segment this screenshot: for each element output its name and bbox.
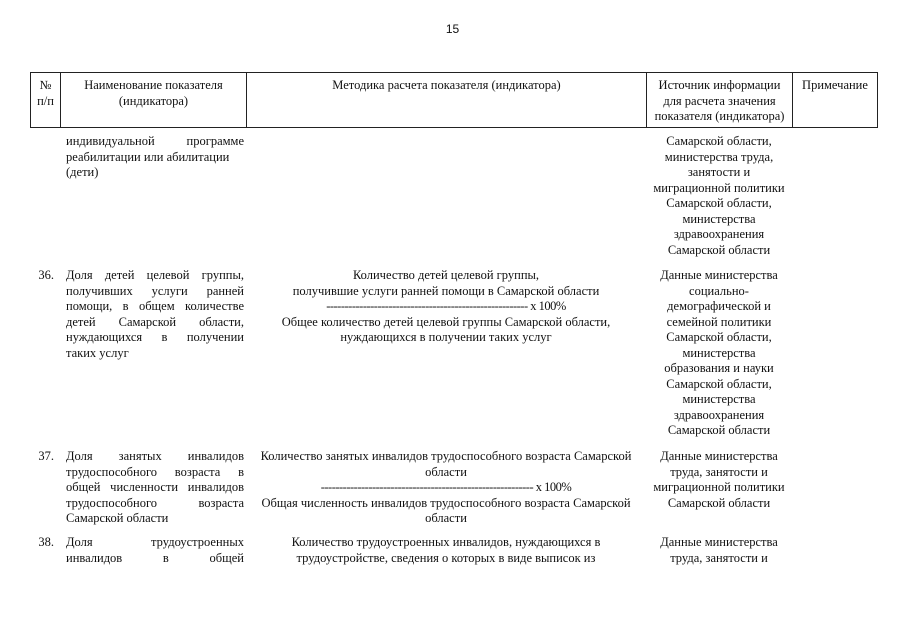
cont-src-line: Самарской области: [667, 242, 771, 257]
header-name: Наименование показателя (индикатора): [61, 73, 247, 127]
cont-src-line: занятости и: [687, 165, 751, 179]
table-header: [30, 72, 878, 128]
row-36-src-line: министерства: [682, 392, 756, 406]
row-36-src-line: Самарской области: [667, 423, 771, 437]
indicator-table: [30, 72, 878, 632]
row-36-name-line: нуждающихся в получении: [66, 330, 244, 344]
cont-src-line: министерства: [682, 211, 756, 226]
row-37-name: [60, 449, 246, 527]
row-38-name-line: инвалидов в общей: [66, 550, 244, 565]
cont-name-line: реабилитации или абилитации: [66, 149, 230, 164]
row-38-source: [646, 535, 792, 566]
row-38-method-line: Количество трудоустроенных инвалидов, нуждающихся в: [291, 535, 601, 549]
header-method: Методика расчета показателя (индикатора): [247, 73, 647, 127]
cont-src-line: миграционной политики: [653, 180, 785, 195]
cont-src-line: Самарской области,: [666, 134, 772, 148]
row-37-method: [246, 449, 646, 527]
row-36-name: [60, 268, 246, 361]
row-36-src-line: Самарской области,: [666, 376, 772, 391]
cont-src-line: министерства труда,: [664, 149, 774, 164]
header-source: Источник информации для расчета значения показателя (индикатора): [647, 73, 793, 127]
cont-src-line: Самарской области,: [666, 196, 772, 210]
row-37-name-line: Доля занятых инвалидов: [66, 449, 244, 463]
row-37-src-line: Самарской области: [667, 495, 771, 510]
row-36-src-line: здравоохранения: [673, 407, 765, 422]
page-number: 15: [445, 22, 460, 36]
row-37-src-line: Данные министерства: [660, 449, 778, 463]
row-38-num: 38.: [38, 535, 54, 549]
row-37-fraction-line: ---------------------------------------------------------- x 100%: [320, 480, 572, 494]
row-38-method: [246, 535, 646, 566]
cont-source: [646, 134, 792, 258]
row-38-src-line: труда, занятости и: [670, 550, 768, 565]
row-38-src-line: Данные министерства: [660, 535, 778, 549]
row-37-name-line: общей численности инвалидов: [66, 480, 244, 494]
row-37-src-line: миграционной политики: [653, 480, 785, 494]
row-37-method-line: области: [425, 511, 467, 525]
row-36-src-line: демографической и: [667, 299, 771, 313]
row-37-src-line: труда, занятости и: [670, 464, 768, 479]
cont-name: [60, 134, 246, 181]
row-36-src-line: министерства: [682, 345, 756, 360]
row-36-src-line: Самарской области,: [666, 330, 772, 344]
row-38-name-line: Доля трудоустроенных: [66, 535, 244, 549]
cont-src-line: здравоохранения: [673, 227, 765, 241]
row-36-src-line: социально-: [689, 283, 749, 298]
row-37-method-line: Общая численность инвалидов трудоспособного возраста Самарской: [261, 495, 631, 510]
header-note: Примечание: [802, 78, 868, 92]
row-36-method-line: получившие услуги ранней помощи в Самарской области: [292, 283, 600, 298]
row-36-method-line: Общее количество детей целевой группы Самарской области,: [281, 314, 611, 329]
row-37-num: 37.: [38, 449, 54, 463]
row-36-name-line: детей Самарской области,: [66, 314, 244, 329]
row-36-src-line: семейной политики: [666, 314, 772, 329]
row-37-name-line: трудоспособного возраста в: [66, 464, 244, 479]
cont-name-line: (дети): [66, 165, 99, 179]
row-36-method-line: нуждающихся в получении таких услуг: [340, 330, 552, 344]
row-37-method-line: области: [425, 464, 467, 479]
row-37-method-line: Количество занятых инвалидов трудоспособного возраста Самарской: [260, 449, 632, 463]
row-36-name-line: Доля детей целевой группы,: [66, 268, 244, 282]
cont-name-line: индивидуальной программе: [66, 134, 244, 148]
row-36-method-line: Количество детей целевой группы,: [352, 268, 540, 282]
row-36-num: 36.: [38, 268, 54, 282]
row-36-name-line: получивших услуги ранней: [66, 283, 244, 298]
row-37-name-line: Самарской области: [66, 511, 169, 525]
row-36-src-line: Данные министерства: [660, 268, 778, 282]
row-36-fraction-line: ------------------------------------------------------- x 100%: [326, 299, 566, 313]
row-37-name-line: трудоспособного возраста: [66, 495, 244, 510]
row-36-source: [646, 268, 792, 439]
row-36-name-line: помощи, в общем количестве: [66, 299, 244, 313]
row-36-name-line: таких услуг: [66, 345, 129, 360]
row-38-method-line: трудоустройстве, сведения о которых в виде выписок из: [296, 550, 596, 565]
row-37-source: [646, 449, 792, 511]
row-36-src-line: образования и науки: [664, 361, 774, 375]
row-36-method: [246, 268, 646, 346]
row-38-name: [60, 535, 246, 566]
header-num: № п/п: [31, 73, 61, 127]
